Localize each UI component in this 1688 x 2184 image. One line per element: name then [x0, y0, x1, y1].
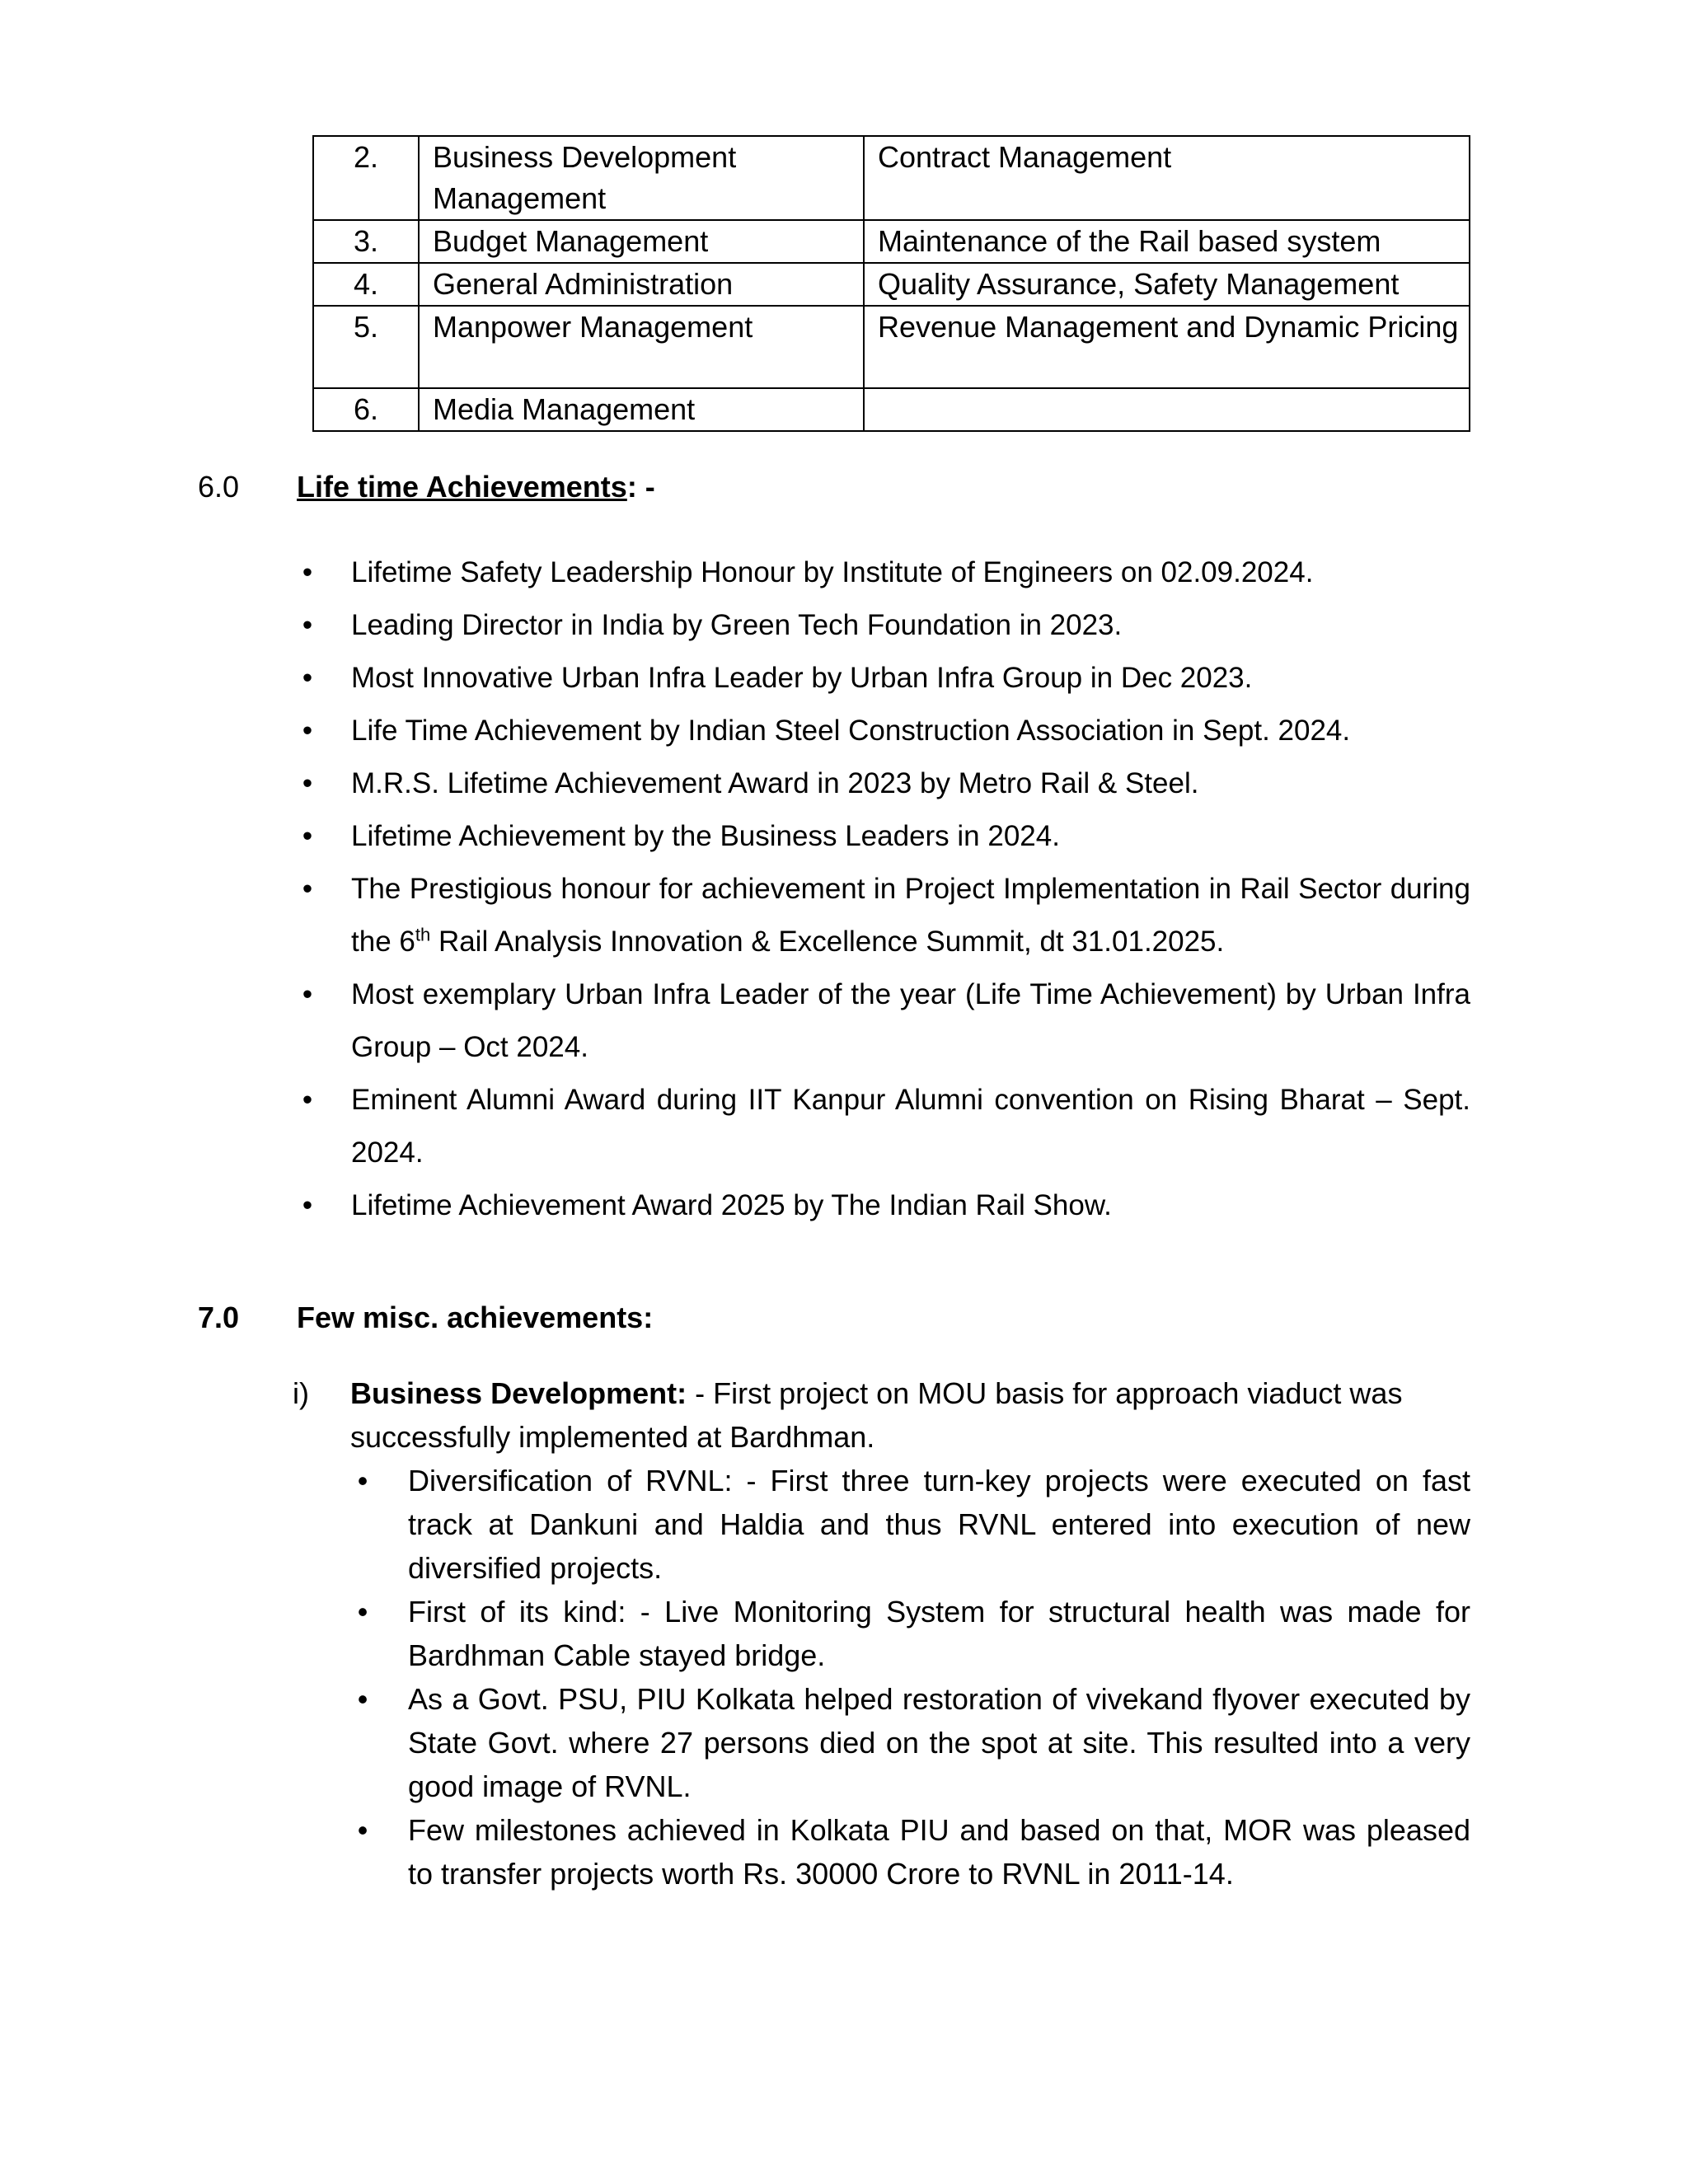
list-item: [350, 1677, 1470, 1808]
list-item-text: M.R.S. Lifetime Achievement Award in 2023 by Metro Rail & Steel.: [351, 767, 1199, 799]
list-item-text: Leading Director in India by Green Tech Foundation in 2023.: [351, 609, 1123, 641]
section-7-title: Few misc. achievements:: [297, 1301, 654, 1334]
bullet-icon: •: [302, 978, 313, 1010]
list-item-text: First of its kind: - Live Monitoring System for structural health was made for Bardhman Cable stayed bridge.: [408, 1595, 1470, 1672]
section-6-heading: [297, 470, 655, 504]
row-cell-right: [864, 388, 1470, 431]
list-item-text: [351, 873, 1470, 958]
list-item-text-part: The Prestigious honour for achievement in Project Implementation in Rail Sector during the 6: [351, 873, 1470, 958]
bullet-icon: •: [302, 873, 313, 905]
row-number: 5.: [313, 306, 419, 388]
table-row: [313, 220, 1470, 263]
list-item-text: Eminent Alumni Award during IIT Kanpur Alumni convention on Rising Bharat – Sept. 2024.: [351, 1084, 1470, 1169]
business-development-paragraph: [350, 1371, 1470, 1459]
list-item: [290, 705, 1470, 757]
row-number: 3.: [313, 220, 419, 263]
lifetime-achievements-list: [290, 546, 1470, 1232]
row-cell-right: Quality Assurance, Safety Management: [864, 263, 1470, 306]
list-item: [350, 1459, 1470, 1590]
bullet-icon: •: [302, 715, 313, 747]
misc-achievements: [293, 1371, 1470, 1896]
list-item-text: Lifetime Safety Leadership Honour by Institute of Engineers on 02.09.2024.: [351, 556, 1314, 588]
row-cell-left: Media Management: [419, 388, 864, 431]
list-item: [290, 810, 1470, 863]
list-item: [290, 1179, 1470, 1232]
table-row: [313, 263, 1470, 306]
bullet-icon: •: [302, 1189, 313, 1221]
section-6-title-suffix: : -: [626, 470, 655, 504]
row-cell-left: General Administration: [419, 263, 864, 306]
business-development-text: - First project on MOU basis for approach viaduct was successfully implemented at Bardhman.: [350, 1376, 1403, 1454]
table-row: [313, 136, 1470, 220]
list-item: [350, 1590, 1470, 1677]
bullet-icon: •: [302, 767, 313, 799]
list-item-text: Most exemplary Urban Infra Leader of the year (Life Time Achievement) by Urban Infra Group – Oct 2024.: [351, 978, 1470, 1063]
bullet-icon: •: [302, 1084, 313, 1116]
section-7-number: 7.0: [198, 1301, 240, 1334]
list-item-text-part: Rail Analysis Innovation & Excellence Summit, dt 31.01.2025.: [430, 926, 1225, 958]
section-6-number: 6.0: [198, 470, 240, 504]
list-item: [350, 1808, 1470, 1896]
bullet-icon: •: [357, 1813, 368, 1847]
list-item: [290, 757, 1470, 810]
bullet-icon: •: [357, 1595, 368, 1629]
bullet-icon: •: [357, 1464, 368, 1497]
list-item: [290, 863, 1470, 968]
row-cell-right: Revenue Management and Dynamic Pricing: [864, 306, 1470, 388]
table-row: [313, 388, 1470, 431]
bullet-icon: •: [302, 609, 313, 641]
business-development-heading: Business Development:: [350, 1376, 687, 1410]
bullet-icon: •: [302, 662, 313, 694]
row-cell-left: Business Development Management: [419, 136, 864, 220]
bullet-icon: •: [302, 820, 313, 852]
list-item-text: Most Innovative Urban Infra Leader by Urban Infra Group in Dec 2023.: [351, 662, 1253, 694]
responsibilities-table: [312, 135, 1470, 432]
list-item-text: Lifetime Achievement Award 2025 by The Indian Rail Show.: [351, 1189, 1112, 1221]
table-row: [313, 306, 1470, 388]
list-item: [290, 1074, 1470, 1179]
list-item-text: Few milestones achieved in Kolkata PIU and based on that, MOR was pleased to transfer projects worth Rs. 30000 Crore to RVNL in 2011-14.: [408, 1813, 1470, 1891]
list-item-text: Diversification of RVNL: - First three turn-key projects were executed on fast track at Dankuni and Haldia and thus RVNL entered into execution of new diversified projects.: [408, 1464, 1470, 1585]
row-cell-left: Budget Management: [419, 220, 864, 263]
list-item: [290, 546, 1470, 599]
business-development-list: [350, 1459, 1470, 1896]
row-number: 6.: [313, 388, 419, 431]
list-item-text: Lifetime Achievement by the Business Leaders in 2024.: [351, 820, 1060, 852]
list-item-text: As a Govt. PSU, PIU Kolkata helped restoration of vivekand flyover executed by State Govt. where 27 persons died on the spot at site. This resulted into a very good image of RVNL.: [408, 1682, 1470, 1803]
list-item-text: Life Time Achievement by Indian Steel Construction Association in Sept. 2024.: [351, 715, 1351, 747]
section-6-title: Life time Achievements: [297, 470, 627, 504]
list-item: [290, 968, 1470, 1074]
ordinal-suffix: th: [415, 924, 431, 945]
row-number: 2.: [313, 136, 419, 220]
list-item: [290, 599, 1470, 652]
row-cell-left: Manpower Management: [419, 306, 864, 388]
row-number: 4.: [313, 263, 419, 306]
sub-item-label: i): [293, 1376, 309, 1410]
bullet-icon: •: [302, 556, 313, 588]
bullet-icon: •: [357, 1682, 368, 1716]
list-item: [290, 652, 1470, 705]
row-cell-right: Maintenance of the Rail based system: [864, 220, 1470, 263]
row-cell-right: Contract Management: [864, 136, 1470, 220]
